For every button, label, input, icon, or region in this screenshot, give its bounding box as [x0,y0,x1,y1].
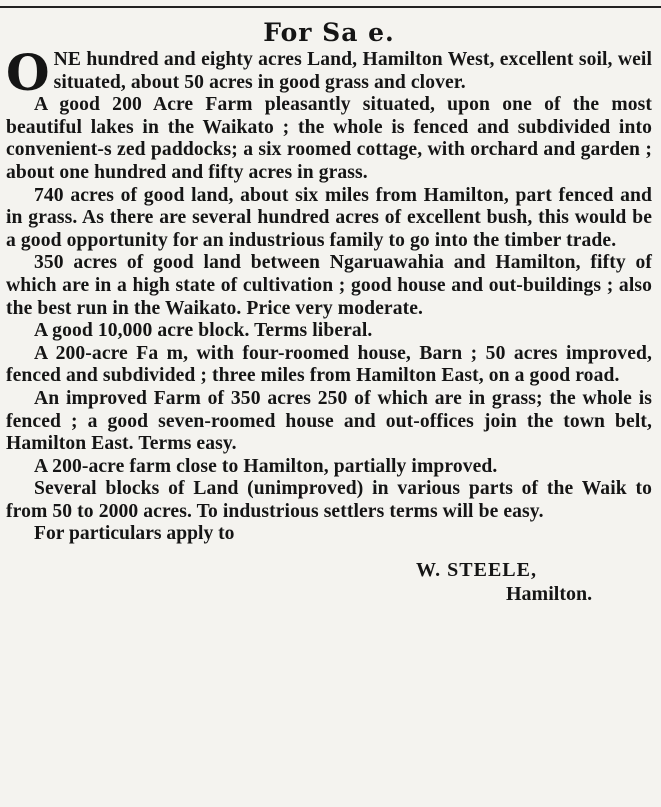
ad-paragraph-8: A 200-acre farm close to Hamilton, partially improved. [34,455,498,477]
ad-paragraph-1-text: NE hundred and eighty acres Land, Hamilton West, excellent soil, weil situated, about 50 acres in good grass and clover. [53,49,652,93]
ad-paragraph-5: A good 10,000 acre block. Terms liberal. [34,320,373,342]
drop-cap: O [6,43,50,102]
ad-paragraph-1 [6,43,652,102]
ad-heading: For Sa e. [263,18,395,47]
ad-paragraph-6: A 200-acre Fa m, with four-roomed house, Barn ; 50 acres improved, fenced and subdivided ; three miles from Hamilton East, on a good road. [6,342,652,387]
signature-name: W. STEELE, [416,559,537,582]
ad-paragraph-9: Several blocks of Land (unimproved) in various parts of the Waik to from 50 to 2000 acres. To industrious settlers terms will be easy. [6,478,652,522]
signature-place: Hamilton. [506,583,593,606]
ad-paragraph-4: 350 acres of good land between Ngaruawahia and Hamilton, fifty of which are in a high state of cultivation ; good house and out-buildings ; also the best run in the Waikato. Price very moderate. [6,252,652,319]
ad-paragraph-3: 740 acres of good land, about six miles from Hamilton, part fenced and in grass. As there are several hundred acres of excellent bush, this would be a good opportunity for an industrious family to go into the timber trade. [6,184,652,251]
contact-line: For particulars apply to [34,523,235,545]
for-sale-advertisement [6,18,652,606]
ad-paragraph-2: A good 200 Acre Farm pleasantly situated, upon one of the most beautiful lakes in the Waikato ; the whole is fenced and subdivided into convenient-s zed paddocks; a six roomed cottage, with orchard and garden ; about one hundred and fifty acres in grass. [6,94,652,183]
top-rule [0,6,661,8]
ad-paragraph-7: An improved Farm of 350 acres 250 of which are in grass; the whole is fenced ; a good seven-roomed house and out-offices join the town belt, Hamilton East. Terms easy. [6,387,652,455]
